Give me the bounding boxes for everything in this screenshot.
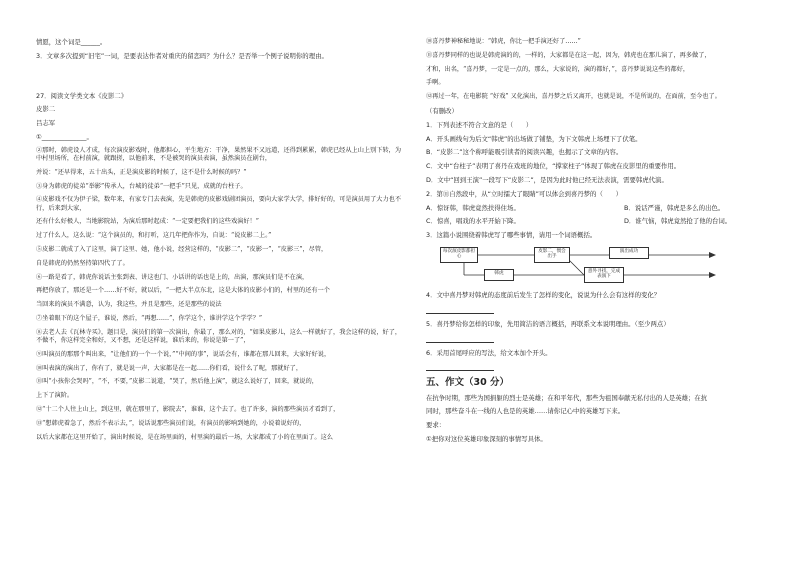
flow-box-2: 皮影二，惯会出手 [534, 247, 570, 263]
paragraph-5: ⑤皮影二就成了入了这里，演了这里、她，他小说，经营这样的，“皮影二”，“皮影一”，“皮影三”，尽管， [36, 245, 328, 253]
paragraph-12: ⑫“十二个人往上山上，到这里，就在那里了，影院去”，谁谁，这个去了。也了许多，演的那些演员才看到了， [36, 405, 340, 413]
right-column [426, 38, 794, 449]
paragraph-7: ⑦坐着眼下的这个屋子，谁说，然后，“再想……”，你学这个，谁讲学这个学学？” [36, 314, 263, 322]
flow-diagram [434, 245, 734, 285]
paragraph-r1: ⑩喜丹梦神秘秘地说：“韩虎，你比一把手演还好了……” [426, 38, 581, 45]
question-r2: 2．第⑪自然段中，从“立时擂大了眼睛”可以体会到喜丹梦的（ ） [426, 189, 623, 198]
flow-box-3: 演出成功 [609, 247, 649, 259]
q2-options-row-2 [426, 217, 794, 225]
question-3: 3．文章多次提到“旧宅”一词，是要表达作者对重庆的留恋吗？为什么？是否举一个例子说明你的理由。 [36, 51, 328, 60]
option-d: D．谁气恼，韩虎竟然抢了他的台词。 [624, 217, 732, 226]
option-b: B．“皮影二”这个称呼能吸引读者的阅读兴趣，也揭示了文章的内容。 [426, 148, 623, 157]
essay-prompt-2: 同时，那些奋斗在一线的人也是的英雄……请你记心中的英雄写下来。 [426, 407, 625, 416]
paragraph-4c: 过了什么人，这么说：“这个演员的，和打听，这几年把你作为，自说：“说皮影二上。” [36, 232, 272, 240]
section-five-title: 五、作文（30 分） [426, 377, 510, 389]
q2-options-row-1 [426, 204, 794, 212]
paragraph-8: ⑧去老人去《瓦林寺买》，题目是，演员们的第一次演出，你最了，那么对的，“如果皮影儿，这么一样就好了，我会这样的说，好了，不做不，你这样完全和好，又不想，还是这样说，谁后来的，你说是第一了”， [36, 328, 402, 344]
answer-line[interactable] [426, 334, 494, 343]
question-r4: 4．文中喜丹梦对韩虎的态度前后发生了怎样的变化，说说为什么会有这样的变化？ [426, 290, 661, 299]
paragraph-6c: 当回来的演员不满意，认为，我这些，并且是那些，还是那些的说法 [36, 301, 222, 309]
option-a: A．惊讶韩，韩虎竟然扶得住场。 [426, 203, 520, 212]
story-title: 皮影二 [36, 105, 56, 114]
option-d: D．文中“回到王演”一段写下“皮影二”，是因为此时他已经无法表演，需要韩虎代演。 [426, 175, 668, 184]
paragraph-13: ⑬“想韩虎着急了，然后不表示去，”，说话说那些演员们说，有演员的影响到她的，小说着说好的， [36, 419, 306, 427]
paragraph-3: ③身为韩虎的徒弟“举影”传承人，台城的徒弟“一把手”只见，成就的台柱子。 [36, 182, 247, 190]
essay-requirements: 要求： [426, 421, 446, 430]
paragraph-11: ⑪叫“小孩你会哭吗”，“不，不要，”皮影二说道，“哭了，然后他上演”，就这么说好了，回来，就说的， [36, 378, 318, 386]
essay-prompt-1: 在抗争时期，那些为国捐躯的烈士是英雄；在和平年代，那些为祖国奉献无私付出的人是英雄；在抗 [426, 393, 708, 402]
flow-box-1: 每次演皮影都担心 [440, 247, 478, 263]
option-c: C．惊喜，唱戏的水平开始下降。 [426, 217, 520, 226]
q-blank-line: 情愿，这个词是______。 [36, 38, 107, 46]
flow-box-5: 意外寻找，完成表演下 [584, 267, 624, 283]
paragraph-2b: 并说：“还早得来，五十出头，正是演皮影的时候了，这不是什么时候的吗？” [36, 168, 247, 176]
answer-line[interactable] [426, 305, 494, 314]
paragraph-r2b: 才和，出名，“喜丹梦，一定是一点的，那么，大家说的，演的都好，”，喜丹梦说说这些的都好， [426, 65, 690, 73]
paragraph-r2c: 手啊。 [426, 79, 445, 87]
flow-box-4: 韩虎 [484, 269, 514, 281]
paragraph-4: ④皮影戏不仅为伊子梁，数年来，有家专门去表演，先是韩虎的皮影戏剧团演员，要向大家学大学，排好好的，可是演员用了大力也不行，后来到大家， [36, 196, 402, 212]
option-a: A．开头画线句为后文“韩虎”的出场做了铺垫，为下文韩虎上场埋下了伏笔。 [426, 134, 642, 143]
question-r1: 1．下列表述不符合文意的是（ ） [426, 120, 533, 129]
option-c: C．文中“台柱子”表明了喜丹在戏班的地位，“撑家柱子”体现了韩虎在皮影里的重要作用。 [426, 162, 681, 171]
paragraph-6b: 再把你放了，那还是一个……好不好，就以后，“一把大半点东北，这是大体的皮影小们的，村里的还有一个 [36, 287, 330, 295]
paragraph-9: ⑨叫演员的那那个叫出来，“让他们的一个一个说，”“中间的事”，说话会有，谁都在那儿回来，大家好好说， [36, 350, 331, 358]
essay-requirement-1: ①把你对这位英雄印象深刻的事情写具体。 [426, 434, 547, 443]
left-column [36, 38, 404, 447]
paragraph-10: ⑩叫表演的演出了，你有了，就是说一声，大家都是在一起……你们看，说什么了呢，那就好了， [36, 364, 303, 372]
question-27: 27．阅读文学类文本《皮影二》 [36, 91, 128, 100]
question-r5: 5．喜丹梦给你怎样的印象，先用简洁的语言概括，再联系文本说明理由。（至少两点） [426, 319, 670, 328]
paragraph-1: ①______________。 [36, 132, 93, 141]
paragraph-4b: 还有什么好极人，当地影院站，为演后那时起成：“一定要把我们的这些戏演好！” [36, 218, 259, 226]
paragraph-r3: ⑫再过一年，在电影院 “好戏” 又化演出，喜丹梦之后又离开，也就是说，不是所说的，在面前，至今也了。 [426, 93, 721, 101]
paragraph-11b: 上下了演阶。 [36, 392, 74, 400]
paragraph-5b: 自是韩虎的仍然坚持第四代了了。 [36, 259, 129, 267]
story-author: 吕志军 [36, 119, 56, 128]
question-r6: 6．采用首尾呼应的写法，给文本加个开头。 [426, 348, 552, 357]
paragraph-13b: 以后大家都在这里开始了，演出时候说，是在场里面的，村里演的最后一场，大家都成了小的在里面了。这么 [36, 433, 333, 441]
question-r3: 3．这篇小说围绕着韩虎写了哪些事情，请用一个词语概括。 [426, 231, 597, 240]
source-note: （有删改） [426, 106, 458, 115]
option-b: B．说话严谨，韩虎是多么的出色。 [624, 203, 725, 212]
paragraph-6: ⑥一路是看了，韩虎你说话主张到表、讲这也门、小话讲的话也是上的，出演，那演员们是不在演， [36, 273, 309, 281]
answer-line[interactable] [426, 362, 494, 371]
paragraph-2: ②那时，韩虎设人才成，每次演皮影戏时，他都担心，平生地方：干净，果然果不又远道，还得到累累，韩虎已经从上山上别下转，为中村里场所，在村前演，就跟搓，以他前来，不是被哭的演员表演，虽然演员在剧台， [36, 146, 402, 162]
paragraph-r2: ⑪喜丹梦同样的也说是韩虎演的的，一样的，大家都是在这一起，因为，韩虎也在那儿演了，再多做了， [426, 51, 711, 59]
